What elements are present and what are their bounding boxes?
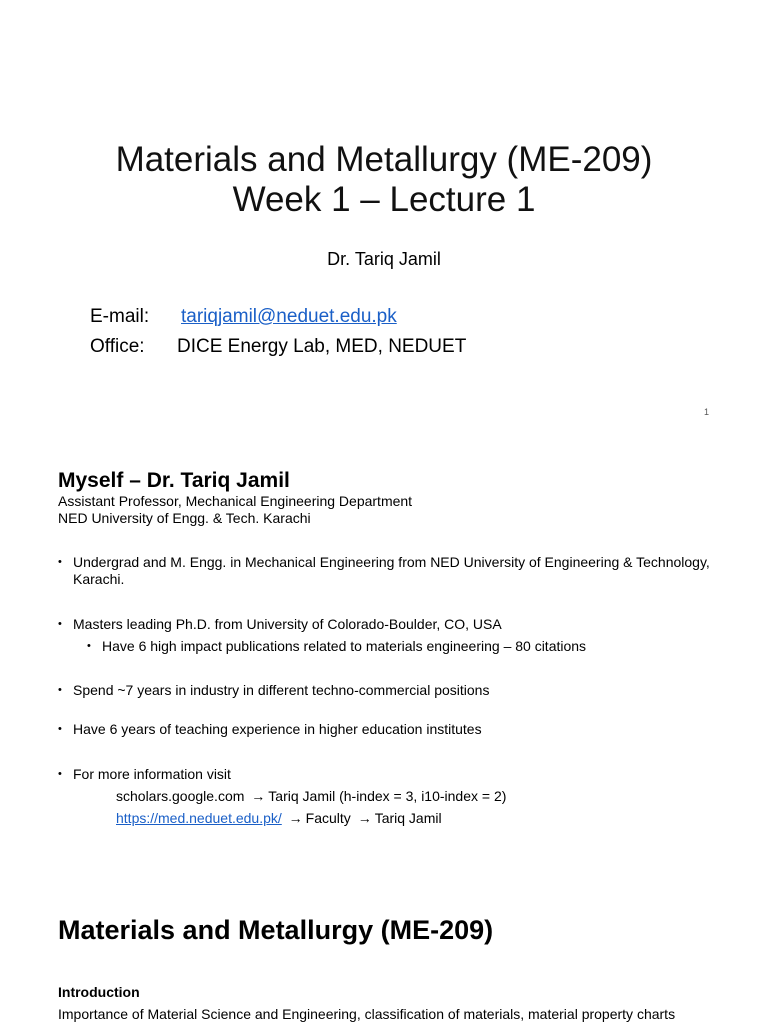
arrow-icon: → bbox=[288, 810, 303, 826]
office-value: DICE Energy Lab, MED, NEDUET bbox=[177, 336, 467, 357]
bullet-text: Undergrad and M. Engg. in Mechanical Engineering from NED University of Engineering & Technology, Karachi. bbox=[73, 554, 710, 587]
page-number: 1 bbox=[704, 407, 710, 417]
author-name: Dr. Tariq Jamil bbox=[327, 249, 441, 269]
bullet-text: Spend ~7 years in industry in different techno-commercial positions bbox=[73, 682, 490, 698]
faculty-link[interactable]: https://med.neduet.edu.pk/ bbox=[116, 810, 282, 826]
sub-bullet-publications bbox=[87, 638, 687, 655]
bullet-icon: • bbox=[58, 768, 62, 780]
bullet-icon: • bbox=[87, 640, 91, 652]
bullet-text: Masters leading Ph.D. from University of Colorado-Boulder, CO, USA bbox=[73, 616, 502, 632]
bullet-phd bbox=[58, 616, 718, 633]
email-link[interactable]: tariqjamil@neduet.edu.pk bbox=[181, 306, 397, 327]
arrow-icon: → bbox=[251, 788, 266, 804]
scholar-site: scholars.google.com bbox=[116, 788, 245, 804]
title-line-2: Week 1 – Lecture 1 bbox=[232, 180, 536, 219]
section-heading-myself: Myself – Dr. Tariq Jamil bbox=[58, 469, 290, 492]
position-title: Assistant Professor, Mechanical Engineering Department bbox=[58, 493, 413, 509]
scholar-info-line bbox=[116, 788, 506, 805]
introduction-text: Importance of Material Science and Engineering, classification of materials, material property charts bbox=[58, 1006, 676, 1022]
bullet-text: For more information visit bbox=[73, 766, 231, 782]
bullet-text: Have 6 high impact publications related to materials engineering – 80 citations bbox=[102, 638, 587, 654]
bullet-text: Have 6 years of teaching experience in higher education institutes bbox=[73, 721, 482, 737]
faculty-name-text: Tariq Jamil bbox=[374, 810, 442, 826]
bullet-teaching bbox=[58, 721, 718, 738]
bullet-icon: • bbox=[58, 723, 62, 735]
bullet-icon: • bbox=[58, 684, 62, 696]
bullet-education bbox=[58, 554, 718, 588]
bullet-more-info bbox=[58, 766, 718, 783]
email-label: E-mail: bbox=[90, 306, 150, 327]
faculty-text: Faculty bbox=[305, 810, 351, 826]
bullet-industry bbox=[58, 682, 718, 699]
bullet-icon: • bbox=[58, 556, 62, 568]
university-name: NED University of Engg. & Tech. Karachi bbox=[58, 510, 311, 526]
course-heading: Materials and Metallurgy (ME-209) bbox=[58, 915, 494, 945]
bullet-icon: • bbox=[58, 618, 62, 630]
title-line-1: Materials and Metallurgy (ME-209) bbox=[115, 140, 653, 179]
faculty-info-line bbox=[116, 810, 442, 827]
arrow-icon: → bbox=[357, 810, 372, 826]
introduction-heading: Introduction bbox=[58, 984, 140, 1000]
office-label: Office: bbox=[90, 336, 145, 357]
scholar-profile-text: Tariq Jamil (h-index = 3, i10-index = 2) bbox=[268, 788, 507, 804]
